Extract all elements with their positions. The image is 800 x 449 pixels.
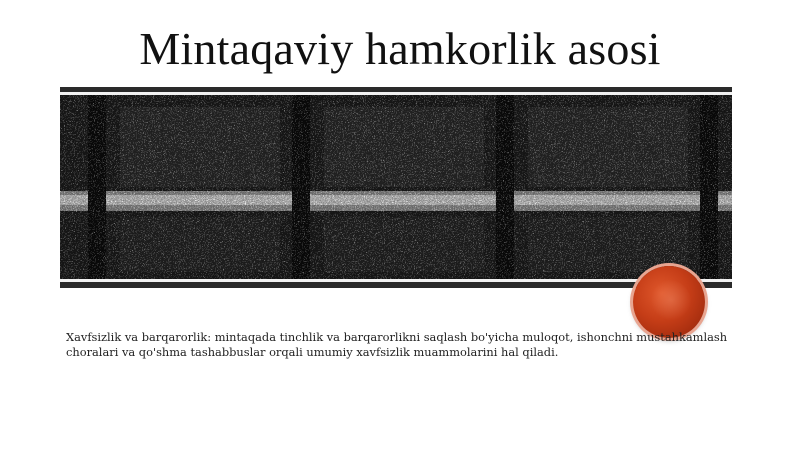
slide-body-text: Xavfsizlik va barqarorlik: mintaqada tinchlik va barqarorlikni saqlash bo'yicha muloqot, ishonchni mustahkamlash choralari va qo'shma tashabbuslar orqali umumiy xavfsizlik muammolarini hal qiladi. [66, 330, 728, 359]
banner-image [60, 87, 732, 288]
banner-texture [60, 87, 732, 288]
decorative-red-circle [633, 266, 705, 338]
slide-title: Mintaqaviy hamkorlik asosi [139, 23, 661, 74]
